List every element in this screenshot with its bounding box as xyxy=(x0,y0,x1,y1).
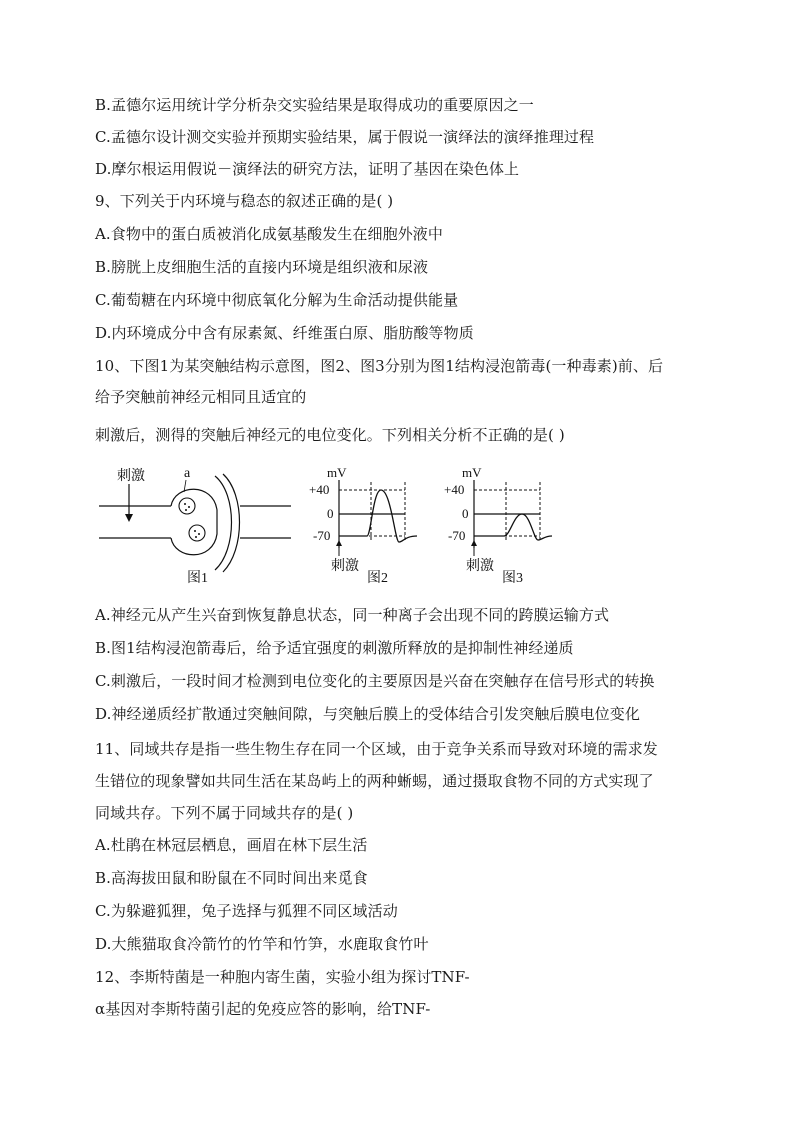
fig1-presynaptic-terminal xyxy=(171,489,217,555)
q8-option-d: D.摩尔根运用假说－演绎法的研究方法，证明了基因在染色体上 xyxy=(95,160,520,178)
fig3-ytick-top: +40 xyxy=(444,482,465,497)
q11-option-c: C.为躲避狐狸，兔子选择与狐狸不同区域活动 xyxy=(95,902,398,920)
fig1-label-a: a xyxy=(184,466,191,481)
q12-stem-line2: α基因对李斯特菌引起的免疫应答的影响，给TNF- xyxy=(95,1000,431,1018)
fig1-caption: 图1 xyxy=(187,571,208,586)
q11-option-a: A.杜鹃在林冠层栖息，画眉在林下层生活 xyxy=(95,836,368,854)
q10-option-a: A.神经元从产生兴奋到恢复静息状态，同一种离子会出现不同的跨膜运输方式 xyxy=(95,606,610,624)
fig3-stimulus-label: 刺激 xyxy=(466,559,494,574)
q11-stem-line1: 11、同域共存是指一些生物生存在同一个区域，由于竞争关系而导致对环境的需求发 xyxy=(95,740,658,758)
fig2-unit: mV xyxy=(327,465,347,480)
q9-option-c: C.葡萄糖在内环境中彻底氧化分解为生命活动提供能量 xyxy=(95,291,459,309)
q11-stem-line2: 生错位的现象譬如共同生活在某岛屿上的两种蜥蜴，通过摄取食物不同的方式实现了 xyxy=(95,772,654,790)
q11-stem-line3: 同域共存。下列不属于同域共存的是( ) xyxy=(95,804,354,822)
q9-option-a: A.食物中的蛋白质被消化成氨基酸发生在细胞外液中 xyxy=(95,225,444,243)
fig3-ytick-zero: 0 xyxy=(462,506,469,521)
q10-stem-line1: 10、下图1为某突触结构示意图，图2、图3分别为图1结构浸泡箭毒(一种毒素)前、后 xyxy=(95,357,664,375)
q11-option-d: D.大熊猫取食冷箭竹的竹竿和竹笋，水鹿取食竹叶 xyxy=(95,935,429,953)
q10-stem-line2: 给予突触前神经元相同且适宜的 xyxy=(95,388,307,406)
fig3-caption: 图3 xyxy=(502,571,523,586)
figure-2-potential xyxy=(305,460,435,590)
fig2-ytick-zero: 0 xyxy=(327,506,334,521)
fig2-stimulus-label: 刺激 xyxy=(331,559,359,574)
q12-stem-line1: 12、李斯特菌是一种胞内寄生菌，实验小组为探讨TNF- xyxy=(95,968,470,986)
fig3-unit: mV xyxy=(462,465,482,480)
q11-option-b: B.高海拔田鼠和盼鼠在不同时间出来觅食 xyxy=(95,869,368,887)
figure-3-potential xyxy=(440,460,570,590)
fig1-stimulus-arrowhead xyxy=(125,514,133,522)
q8-option-b: B.孟德尔运用统计学分析杂交实验结果是取得成功的重要原因之一 xyxy=(95,96,534,114)
q9-option-b: B.膀胱上皮细胞生活的直接内环境是组织液和尿液 xyxy=(95,258,429,276)
q10-stem-line3: 刺激后，测得的突触后神经元的电位变化。下列相关分析不正确的是( ) xyxy=(95,426,565,444)
fig1-vesicle-bottom xyxy=(189,525,205,541)
figure-1-synapse xyxy=(95,460,295,590)
fig2-caption: 图2 xyxy=(367,571,388,586)
q9-stem: 9、下列关于内环境与稳态的叙述正确的是( ) xyxy=(95,192,394,210)
fig3-ytick-bottom: -70 xyxy=(448,528,466,543)
q10-option-b: B.图1结构浸泡箭毒后，给予适宜强度的刺激所释放的是抑制性神经递质 xyxy=(95,639,574,657)
fig2-ytick-bottom: -70 xyxy=(313,528,331,543)
fig2-ytick-top: +40 xyxy=(309,482,330,497)
q8-option-c: C.孟德尔设计测交实验并预期实验结果，属于假说一演绎法的演绎推理过程 xyxy=(95,128,595,146)
q10-option-c: C.刺激后，一段时间才检测到电位变化的主要原因是兴奋在突触存在信号形式的转换 xyxy=(95,672,655,690)
q9-option-d: D.内环境成分中含有尿素氮、纤维蛋白原、脂肪酸等物质 xyxy=(95,324,474,342)
fig1-stimulus-label: 刺激 xyxy=(117,469,145,484)
q10-option-d: D.神经递质经扩散通过突触间隙，与突触后膜上的受体结合引发突触后膜电位变化 xyxy=(95,705,640,723)
fig1-vesicle-top xyxy=(179,498,195,514)
